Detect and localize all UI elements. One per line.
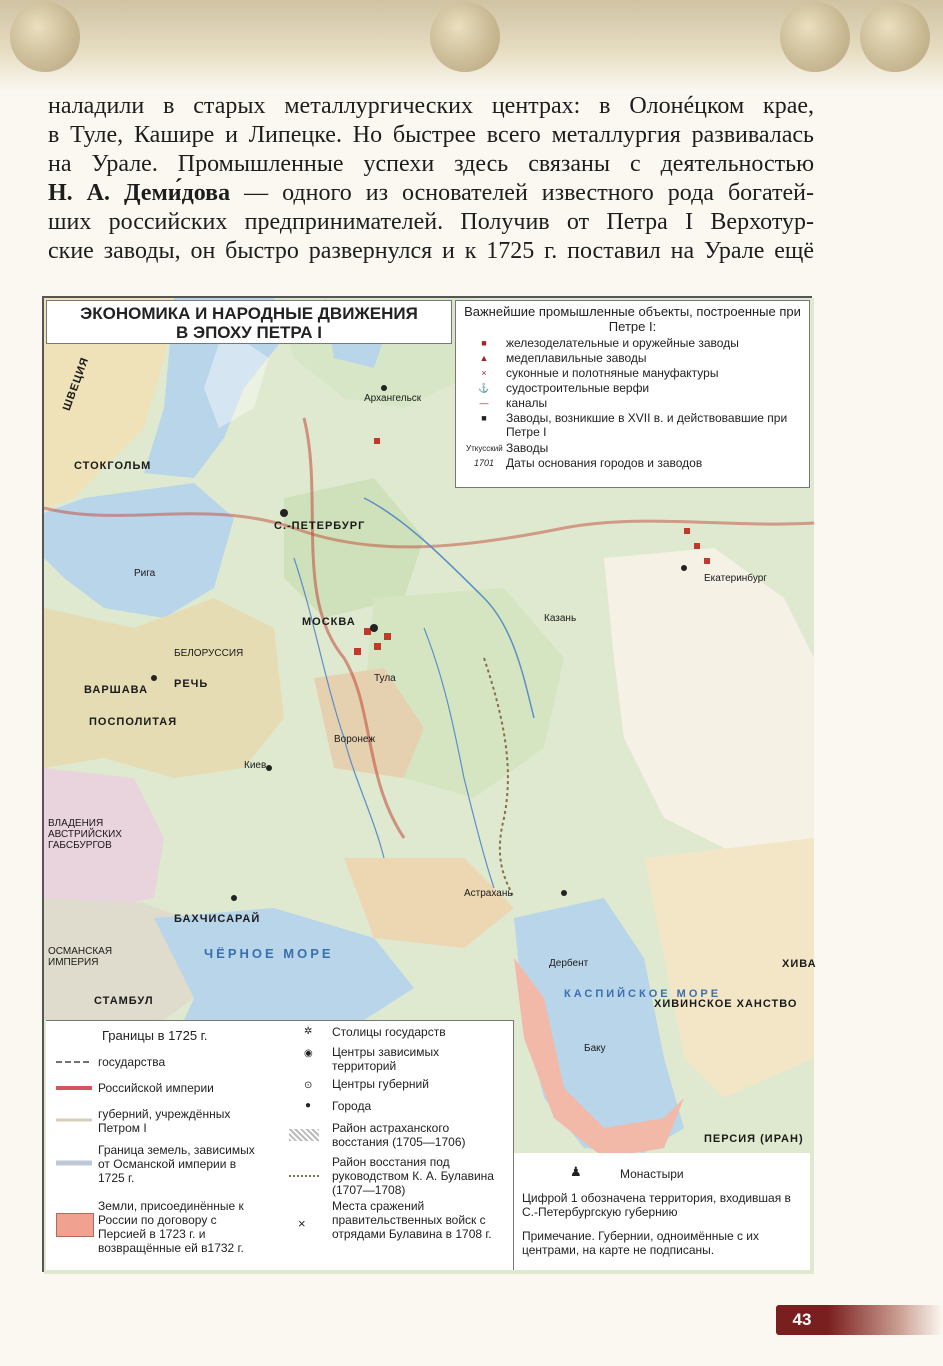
label-baku: Баку <box>584 1043 606 1054</box>
ottoman-border-swatch <box>56 1159 92 1167</box>
map-title <box>46 300 452 344</box>
coin-ornament <box>10 2 80 72</box>
coin-ornament <box>780 2 850 72</box>
paragraph-line: ские заводы, он быстро развернулся и к 1725 г. поставил на Урале ещё <box>48 238 814 264</box>
label-caspian: КАСПИЙСКОЕ МОРЕ <box>564 988 722 1000</box>
label-stambul: СТАМБУЛ <box>94 995 154 1007</box>
legend-cities: Города <box>332 1099 372 1113</box>
label-austria: ВЛАДЕНИЯ АВСТРИЙСКИХ ГАБСБУРГОВ <box>48 818 122 851</box>
label-rech: РЕЧЬ <box>174 678 209 690</box>
legend-state-border: государства <box>98 1055 166 1069</box>
label-stockholm: СТОКГОЛЬМ <box>74 460 152 472</box>
copper-works-icon: ▲ <box>479 353 489 363</box>
legend-label: Даты основания городов и заводов <box>506 456 703 470</box>
legend-label: каналы <box>506 396 548 410</box>
label-tula: Тула <box>374 673 396 684</box>
paragraph-line: в Туле, Кашире и Липецке. Но быстрее всего металлургия развивалась <box>48 122 814 148</box>
label-moscow: МОСКВА <box>302 616 356 628</box>
legend-persia-lands: Земли, присоединённые к России по договору с Персией в 1723 г. и возвращённые ей в1732 г. <box>98 1199 244 1255</box>
canal-icon: — <box>479 398 489 408</box>
legend-row <box>456 366 809 381</box>
label-arkhangelsk: Архангельск <box>364 393 422 404</box>
shipyard-icon: ⚓ <box>478 383 490 393</box>
label-black-sea: ЧЁРНОЕ МОРЕ <box>204 946 334 961</box>
legend-battles: Места сражений правительственных войск с отрядами Булавина в 1708 г. <box>332 1199 492 1241</box>
legend-label: Заводы, возникшие в XVII в. и действовавшие при Петре I <box>506 411 788 439</box>
gubernia-border-swatch <box>56 1117 92 1123</box>
legend-gubernia-centers: Центры губерний <box>332 1077 429 1091</box>
label-voronezh: Воронеж <box>334 734 376 745</box>
legend-astrakhan: Район астраханского восстания (1705—1706) <box>332 1121 466 1149</box>
label-khiva: ХИВА <box>782 958 817 970</box>
page-number-bar <box>828 1305 943 1335</box>
legend-row <box>456 381 809 396</box>
bulavin-area-swatch <box>289 1173 319 1179</box>
legend-label: судостроительные верфи <box>506 381 650 395</box>
legend-bulavin: Район восстания под руководством К. А. Булавина (1707—1708) <box>332 1155 494 1197</box>
legend-label: железоделательные и оружейные заводы <box>506 336 739 350</box>
legend-label: суконные и полотняные мануфактуры <box>506 366 719 380</box>
legend-gubernia-border: губерний, учреждённых Петром I <box>98 1107 231 1135</box>
legend-borders <box>46 1020 514 1270</box>
map-title-line: В ЭПОХУ ПЕТРА I <box>175 323 323 342</box>
label-warsaw: ВАРШАВА <box>84 684 149 696</box>
label-pospolitaya: ПОСПОЛИТАЯ <box>89 716 178 728</box>
historical-map <box>42 296 817 1272</box>
legend-notes <box>514 1153 810 1270</box>
legend-ottoman-border: Граница земель, зависимых от Османской империи в 1725 г. <box>98 1143 255 1185</box>
header-banner <box>0 0 943 92</box>
works-name-sample: Уткусский <box>466 444 503 453</box>
legend-industry <box>455 300 810 488</box>
legend-row <box>456 396 809 411</box>
label-spb: С.-ПЕТЕРБУРГ <box>274 520 366 532</box>
paragraph-line: на Урале. Промышленные успехи здесь связаны с деятельностью <box>48 151 814 177</box>
label-astrakhan: Астрахань <box>464 888 513 899</box>
monastery-icon: ♟ <box>570 1164 582 1179</box>
legend-empire-border: Российской империи <box>98 1081 214 1095</box>
gubernia-center-icon: ⊙ <box>304 1080 313 1091</box>
label-ekaterinburg: Екатеринбург <box>704 573 767 584</box>
legend-label: медеплавильные заводы <box>506 351 647 365</box>
rech-pospolitaya <box>44 598 284 778</box>
legend-row <box>456 441 809 456</box>
demidov-name: Н. А. Деми́дова <box>48 180 231 206</box>
capital-icon: ✲ <box>304 1026 313 1037</box>
paragraph-line: ших российских предпринимателей. Получив от Петра I Верхотур- <box>48 209 814 235</box>
battle-icon: × <box>298 1216 306 1231</box>
legend-label: Заводы <box>506 441 549 455</box>
paragraph-line: наладили в старых металлургических центрах: в Олонéцком крае, <box>48 93 814 119</box>
label-khiva-khanate: ХИВИНСКОЕ ХАНСТВО <box>654 998 798 1010</box>
paragraph-line-rest: — одного из основателей известного рода богатей- <box>244 180 815 206</box>
label-kiev: Киев <box>244 760 267 771</box>
borders-title: Границы в 1725 г. <box>102 1028 208 1043</box>
label-persia: ПЕРСИЯ (ИРАН) <box>704 1133 804 1145</box>
coin-ornament <box>430 2 500 72</box>
legend-row <box>456 456 809 471</box>
legend-monasteries: Монастыри <box>620 1167 684 1181</box>
label-derbent: Дербент <box>549 958 589 969</box>
iron-works-icon: ■ <box>481 338 487 348</box>
manufactory-icon: × <box>481 368 487 378</box>
legend-capitals: Столицы государств <box>332 1025 446 1039</box>
city-icon: ● <box>305 1100 312 1111</box>
legend-row <box>456 411 809 441</box>
legend-row <box>456 336 809 351</box>
legend-note-2: Примечание. Губернии, одноимённые с их центрами, на карте не подписаны. <box>522 1229 760 1257</box>
coin-ornament <box>860 2 930 72</box>
label-ottoman: ОСМАНСКАЯ ИМПЕРИЯ <box>48 946 113 968</box>
label-belarus: БЕЛОРУССИЯ <box>174 648 244 659</box>
label-kazan: Казань <box>544 613 577 624</box>
legend-note-1: Цифрой 1 обозначена территория, входившая в С.-Петербургскую губернию <box>522 1191 791 1219</box>
state-border-swatch <box>56 1059 92 1065</box>
label-bakhchisaray: БАХЧИСАРАЙ <box>174 913 261 925</box>
persia-lands-swatch <box>56 1213 94 1237</box>
empire-border-swatch <box>56 1085 92 1091</box>
legend-industry-title: Важнейшие промышленные объекты, построенные при Петре I: <box>464 304 801 334</box>
page-number: 43 <box>776 1305 828 1335</box>
label-riga: Рига <box>134 568 156 579</box>
body-paragraph <box>48 92 814 266</box>
astrakhan-area-swatch <box>289 1129 319 1141</box>
date-sample: 1701 <box>473 458 495 468</box>
dependent-center-icon: ◉ <box>304 1048 313 1059</box>
legend-dependent-centers: Центры зависимых территорий <box>332 1045 440 1073</box>
paragraph-line <box>48 179 814 208</box>
legend-row <box>456 351 809 366</box>
label-sweden: ШВЕЦИЯ <box>60 355 92 413</box>
old-works-icon: ■ <box>481 413 487 423</box>
map-title-line: ЭКОНОМИКА И НАРОДНЫЕ ДВИЖЕНИЯ <box>80 304 418 323</box>
